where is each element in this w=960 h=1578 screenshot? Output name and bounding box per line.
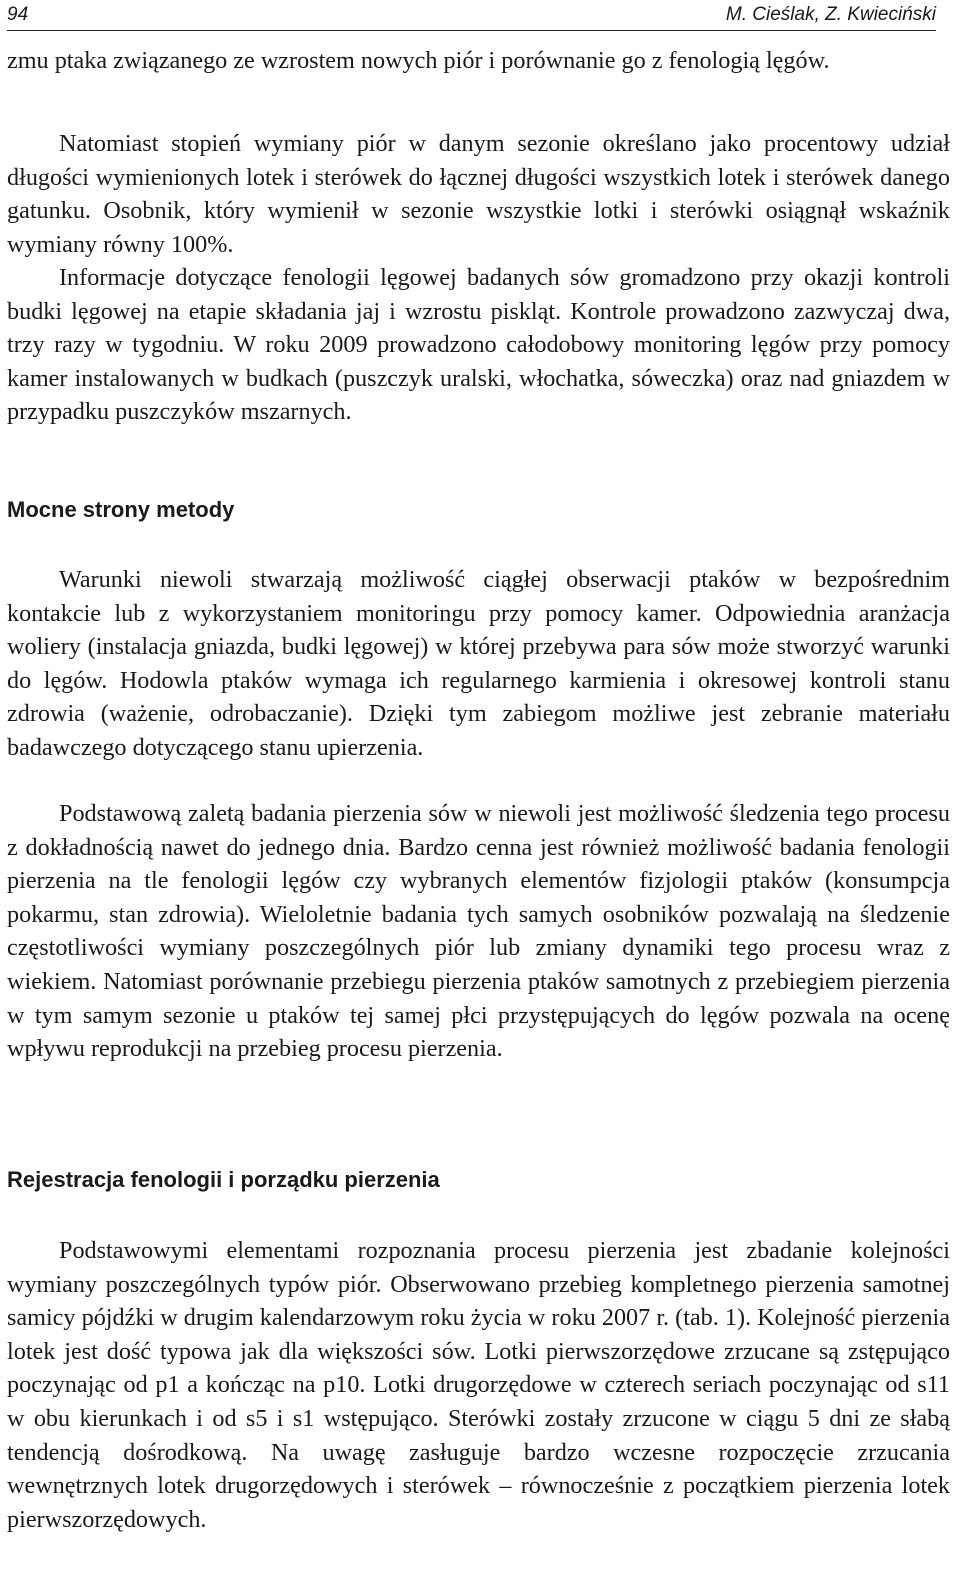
paragraph-moult-extent: Natomiast stopień wymiany piór w danym sezonie określano jako procentowy udział długości wymienionych lotek i sterówek do łącznej długości wszystkich lotek i sterówek danego gatunku. Osobnik, który wymienił w sezonie wszystkie lotki i sterówki osiągnął wskaźnik wymiany równy 100%. [7, 130, 950, 258]
paragraph-continuation: zmu ptaka związanego ze wzrostem nowych piór i porównanie go z fenologią lęgów. [7, 47, 830, 74]
running-header [7, 0, 936, 31]
running-header-authors: M. Cieślak, Z. Kwieciński [725, 4, 936, 25]
page-number: 94 [7, 4, 29, 25]
section-heading-strengths: Mocne strony metody [7, 497, 235, 522]
paragraph-moult-sequence: Podstawowymi elementami rozpoznania procesu pierzenia jest zbadanie kolejności wymiany poszczególnych typów piór. Obserwowano przebieg kompletnego pierzenia samotnej samicy pójdźki w drugim kalendarzowym roku życia w roku 2007 r. (tab. 1). Kolejność pierzenia lotek jest dość typowa jak dla większości sów. Lotki pierwszorzędowe zrzucane są zstępująco poczynając od p1 a kończąc na p10. Lotki drugorzędowe w czterech seriach poczynając od s11 w obu kierunkach i od s5 i s1 wstępująco. Sterówki zostały zrzucone w ciągu 5 dni ze słabą tendencją dośrodkową. Na uwagę zasługuje bardzo wczesne rozpoczęcie zrzucania wewnętrznych lotek drugorzędowych i sterówek – równocześnie z początkiem pierzenia lotek pierwszorzędowych. [7, 1237, 950, 1533]
paragraph-breeding-phenology: Informacje dotyczące fenologii lęgowej badanych sów gromadzono przy okazji kontroli budki lęgowej na etapie składania jaj i wzrostu piskląt. Kontrole prowadzono zazwyczaj dwa, trzy razy w tygodniu. W roku 2009 prowadzono całodobowy monitoring lęgów przy pomocy kamer instalowanych w budkach (puszczyk uralski, włochatka, sóweczka) oraz nad gniazdem w przypadku puszczyków mszarnych. [7, 264, 950, 426]
paragraph-captivity-advantages: Podstawową zaletą badania pierzenia sów w niewoli jest możliwość śledzenia tego procesu z dokładnością nawet do jednego dnia. Bardzo cenna jest również możliwość badania fenologii pierzenia na tle fenologii lęgów czy wybranych elementów fizjologii ptaków (konsumpcja pokarmu, stan zdrowia). Wieloletnie badania tych samych osobników pozwalają na śledzenie częstotliwości wymiany poszczególnych piór lub zmiany dynamiki tego procesu wraz z wiekiem. Natomiast porównanie przebiegu pierzenia ptaków samotnych z przebiegiem pierzenia w tym samym sezonie u ptaków tej samej płci przystępujących do lęgów pozwala na ocenę wpływu reprodukcji na przebieg procesu pierzenia. [7, 800, 950, 1063]
paragraph-captivity-conditions: Warunki niewoli stwarzają możliwość ciągłej obserwacji ptaków w bezpośrednim kontakcie lub z wykorzystaniem monitoringu przy pomocy kamer. Odpowiednia aranżacja woliery (instalacja gniazda, budki lęgowej) w której przebywa para sów może stworzyć warunki do lęgów. Hodowla ptaków wymaga ich regularnego karmienia i okresowej kontroli stanu zdrowia (ważenie, odrobaczanie). Dzięki tym zabiegom możliwe jest zebranie materiału badawczego dotyczącego stanu upierzenia. [7, 566, 950, 761]
section-heading-moult-registration: Rejestracja fenologii i porządku pierzenia [7, 1167, 440, 1192]
